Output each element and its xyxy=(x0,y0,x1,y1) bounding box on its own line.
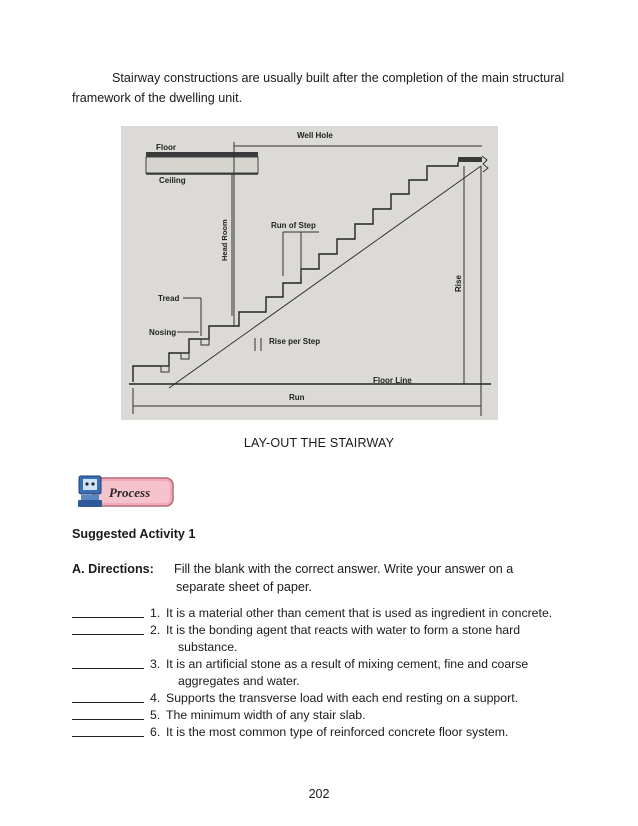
question-item xyxy=(72,656,572,690)
question-item xyxy=(72,724,572,741)
question-item xyxy=(72,690,572,707)
answer-blank[interactable] xyxy=(72,605,144,618)
question-number: 6. xyxy=(150,725,161,739)
upper-landing xyxy=(458,157,482,162)
directions-line2: separate sheet of paper. xyxy=(176,580,312,594)
page-number: 202 xyxy=(308,787,330,801)
answer-blank[interactable] xyxy=(72,707,144,720)
directions-label: A. Directions: xyxy=(72,562,154,576)
label-head-room: Head Room xyxy=(220,219,229,261)
question-item xyxy=(72,622,572,656)
label-run: Run xyxy=(289,393,305,402)
question-list xyxy=(72,605,572,741)
directions-line1: Fill the blank with the correct answer. Write your answer on a xyxy=(174,562,514,576)
question-number: 2. xyxy=(150,623,161,637)
activity-title: Suggested Activity 1 xyxy=(72,527,196,541)
question-number: 4. xyxy=(150,691,161,705)
answer-blank[interactable] xyxy=(72,690,144,703)
label-rise-per-step: Rise per Step xyxy=(269,337,321,346)
process-badge xyxy=(75,470,175,512)
question-text-continued: aggregates and water. xyxy=(178,674,300,688)
question-number: 5. xyxy=(150,708,161,722)
question-text: It is a material other than cement that is used as ingredient in concrete. xyxy=(166,606,553,620)
intro-paragraph: Stairway constructions are usually built after the completion of the main structural framework of the dwelling unit. xyxy=(72,71,565,105)
stairway-diagram xyxy=(121,126,498,420)
question-item xyxy=(72,707,572,724)
question-text: It is an artificial stone as a result of mixing cement, fine and coarse xyxy=(166,657,529,671)
computer-mascot-icon xyxy=(78,476,102,507)
floor-slab xyxy=(146,152,258,157)
question-text: It is the most common type of reinforced concrete floor system. xyxy=(166,725,509,739)
question-text: The minimum width of any stair slab. xyxy=(166,708,366,722)
label-run-of-step: Run of Step xyxy=(271,221,316,230)
process-label: Process xyxy=(109,485,151,500)
answer-blank[interactable] xyxy=(72,622,144,635)
label-well-hole: Well Hole xyxy=(297,131,333,140)
question-number: 1. xyxy=(150,606,161,620)
figure-caption: LAY-OUT THE STAIRWAY xyxy=(243,436,395,450)
answer-blank[interactable] xyxy=(72,656,144,669)
answer-blank[interactable] xyxy=(72,724,144,737)
question-text: Supports the transverse load with each end resting on a support. xyxy=(166,691,519,705)
label-rise: Rise xyxy=(454,275,463,292)
directions xyxy=(72,560,513,596)
label-floor-line: Floor Line xyxy=(373,376,412,385)
label-ceiling: Ceiling xyxy=(159,176,186,185)
question-text: It is the bonding agent that reacts with water to form a stone hard xyxy=(166,623,521,637)
question-item xyxy=(72,605,572,622)
label-nosing: Nosing xyxy=(149,328,177,337)
label-floor: Floor xyxy=(156,143,176,152)
label-tread: Tread xyxy=(158,294,180,303)
question-number: 3. xyxy=(150,657,161,671)
question-text-continued: substance. xyxy=(178,640,238,654)
